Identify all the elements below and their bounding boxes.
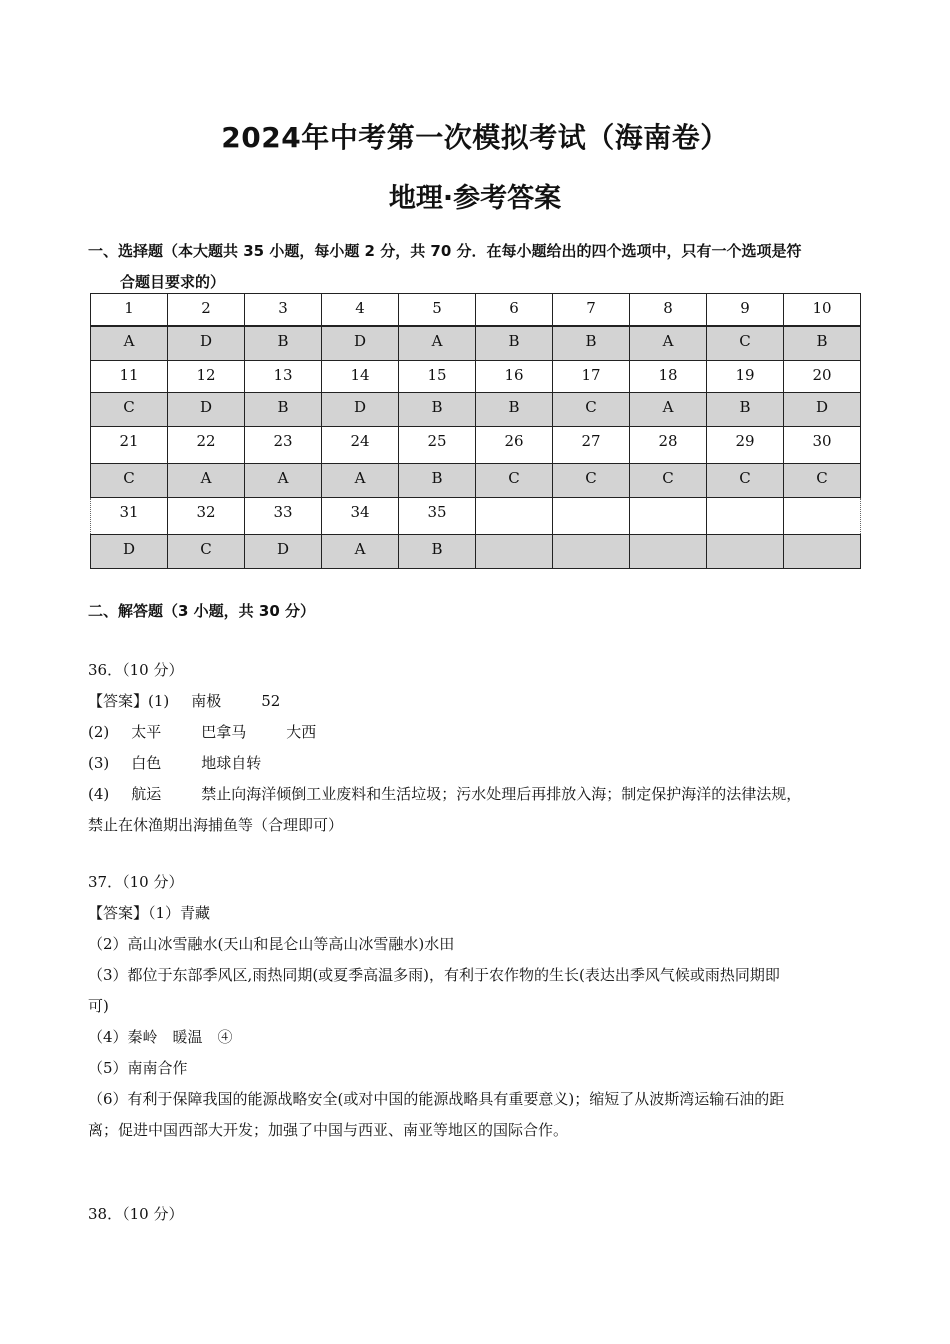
answer-cell: B <box>245 393 322 427</box>
q36-answer-1 <box>88 690 868 712</box>
answer-table-number-row <box>91 361 861 393</box>
answer-cell: D <box>245 535 322 569</box>
q37-answer-6: （6）有利于保障我国的能源战略安全(或对中国的能源战略具有重要意义)；缩短了从波斯湾运输石油的距 <box>88 1090 785 1108</box>
question-number-cell: 30 <box>784 427 861 464</box>
q36-a3-v1: 白色 <box>131 754 162 772</box>
q36-a4-v1: 航运 <box>131 785 162 803</box>
question-number-cell: 8 <box>630 294 707 327</box>
answer-cell: B <box>399 535 476 569</box>
answer-table-answer-row <box>91 393 861 427</box>
question-number-cell: 1 <box>91 294 168 327</box>
answer-cell: D <box>322 393 399 427</box>
answer-cell <box>630 535 707 569</box>
answer-table-answer-row <box>91 326 861 361</box>
question-number-cell: 34 <box>322 498 399 535</box>
q36-a3-v2: 地球自转 <box>201 754 262 772</box>
q37-answer-5: （5）南南合作 <box>88 1059 188 1077</box>
answer-cell <box>784 535 861 569</box>
question-number-cell: 11 <box>91 361 168 393</box>
question-number-cell: 4 <box>322 294 399 327</box>
question-number-cell <box>553 498 630 535</box>
question-number-cell <box>707 498 784 535</box>
answer-cell: C <box>476 464 553 498</box>
answer-cell <box>553 535 630 569</box>
section1-heading-line2: 合题目要求的） <box>120 273 226 291</box>
q36-a4-v2: 禁止向海洋倾倒工业废料和生活垃圾；污水处理后再排放入海；制定保护海洋的法律法规， <box>201 785 802 803</box>
q37-answer-6-cont: 离；促进中国西部大开发；加强了中国与西亚、南亚等地区的国际合作。 <box>88 1121 569 1139</box>
answer-cell: B <box>399 393 476 427</box>
section1-heading-line1: 一、选择题（本大题共 35 小题，每小题 2 分，共 70 分．在每小题给出的四个选项中，只有一个选项是符 <box>88 242 802 260</box>
answer-cell: D <box>322 326 399 361</box>
answer-cell: B <box>245 326 322 361</box>
answer-table-answer-row <box>91 535 861 569</box>
answer-cell: A <box>630 326 707 361</box>
answer-table-number-row <box>91 427 861 464</box>
q37-answer-3-cont: 可) <box>88 997 109 1015</box>
answer-cell: A <box>245 464 322 498</box>
answer-cell: C <box>168 535 245 569</box>
answer-cell: B <box>399 464 476 498</box>
q36-answer-4-cont: 禁止在休渔期出海捕鱼等（合理即可） <box>88 816 344 834</box>
answer-cell: C <box>553 464 630 498</box>
question-number-cell: 32 <box>168 498 245 535</box>
question-number-cell: 35 <box>399 498 476 535</box>
question-number-cell: 16 <box>476 361 553 393</box>
q36-a2-v2: 巴拿马 <box>201 723 247 741</box>
answer-cell: C <box>784 464 861 498</box>
answer-cell: C <box>91 393 168 427</box>
question-number-cell: 27 <box>553 427 630 464</box>
question-number-cell: 15 <box>399 361 476 393</box>
answer-cell: A <box>630 393 707 427</box>
answer-table-number-row <box>91 294 861 327</box>
answer-cell: D <box>784 393 861 427</box>
question-number-cell: 12 <box>168 361 245 393</box>
answer-cell <box>707 535 784 569</box>
answer-table <box>90 293 861 569</box>
q37-answer-3: （3）都位于东部季风区,雨热同期(或夏季高温多雨)，有利于农作物的生长(表达出季风气候或雨热同期即 <box>88 966 780 984</box>
answer-cell: D <box>168 326 245 361</box>
q36-a1-label: 【答案】(1) <box>88 692 170 710</box>
question-number-cell: 22 <box>168 427 245 464</box>
question-number-cell: 23 <box>245 427 322 464</box>
question-number-cell: 18 <box>630 361 707 393</box>
question-number-cell: 9 <box>707 294 784 327</box>
q36-answer-3 <box>88 752 868 774</box>
answer-cell: C <box>91 464 168 498</box>
answer-cell: C <box>707 326 784 361</box>
q36-a1-v1: 南极 <box>191 692 222 710</box>
question-number-cell: 14 <box>322 361 399 393</box>
q36-a2-label: (2) <box>88 723 110 741</box>
question-number-cell: 7 <box>553 294 630 327</box>
answer-cell: A <box>399 326 476 361</box>
q36-a4-label: (4) <box>88 785 110 803</box>
q36-a1-v2: 52 <box>261 692 281 710</box>
question-number-cell: 5 <box>399 294 476 327</box>
answer-cell: A <box>91 326 168 361</box>
answer-cell: B <box>476 326 553 361</box>
document-title: 2024年中考第一次模拟考试（海南卷） <box>221 121 729 154</box>
answer-cell: D <box>91 535 168 569</box>
question-number-cell: 21 <box>91 427 168 464</box>
answer-cell <box>476 535 553 569</box>
question-number-cell: 19 <box>707 361 784 393</box>
answer-cell: C <box>707 464 784 498</box>
answer-cell: A <box>322 464 399 498</box>
q38-header: 38．（10 分） <box>88 1205 184 1223</box>
question-number-cell: 13 <box>245 361 322 393</box>
answer-cell: A <box>322 535 399 569</box>
question-number-cell: 31 <box>91 498 168 535</box>
question-number-cell <box>630 498 707 535</box>
answer-cell: C <box>553 393 630 427</box>
answer-cell: B <box>553 326 630 361</box>
question-number-cell: 6 <box>476 294 553 327</box>
question-number-cell: 29 <box>707 427 784 464</box>
question-number-cell: 33 <box>245 498 322 535</box>
question-number-cell: 25 <box>399 427 476 464</box>
q36-a3-label: (3) <box>88 754 110 772</box>
question-number-cell <box>476 498 553 535</box>
section-short-answer-heading: 二、解答题（3 小题，共 30 分） <box>88 602 315 620</box>
q36-header: 36．（10 分） <box>88 661 184 679</box>
q37-header: 37．（10 分） <box>88 873 184 891</box>
question-number-cell: 24 <box>322 427 399 464</box>
answer-cell: B <box>784 326 861 361</box>
question-number-cell: 2 <box>168 294 245 327</box>
question-number-cell <box>784 498 861 535</box>
q36-a2-v3: 大西 <box>286 723 317 741</box>
answer-table-number-row <box>91 498 861 535</box>
document-subtitle: 地理·参考答案 <box>388 183 562 214</box>
answer-cell: B <box>476 393 553 427</box>
q37-answer-4: （4）秦岭 暖温 ④ <box>88 1028 233 1046</box>
question-number-cell: 17 <box>553 361 630 393</box>
q36-answer-4 <box>88 783 868 805</box>
question-number-cell: 3 <box>245 294 322 327</box>
answer-cell: B <box>707 393 784 427</box>
question-number-cell: 10 <box>784 294 861 327</box>
question-number-cell: 28 <box>630 427 707 464</box>
q37-answer-2: （2）高山冰雪融水(天山和昆仑山等高山冰雪融水)水田 <box>88 935 455 953</box>
question-number-cell: 20 <box>784 361 861 393</box>
answer-cell: D <box>168 393 245 427</box>
section-multiple-choice-heading <box>88 236 873 298</box>
q37-answer-1: 【答案】（1）青藏 <box>88 904 211 922</box>
q36-a2-v1: 太平 <box>131 723 162 741</box>
q36-answer-2 <box>88 721 868 743</box>
answer-cell: A <box>168 464 245 498</box>
answer-cell: C <box>630 464 707 498</box>
answer-table-answer-row <box>91 464 861 498</box>
question-number-cell: 26 <box>476 427 553 464</box>
